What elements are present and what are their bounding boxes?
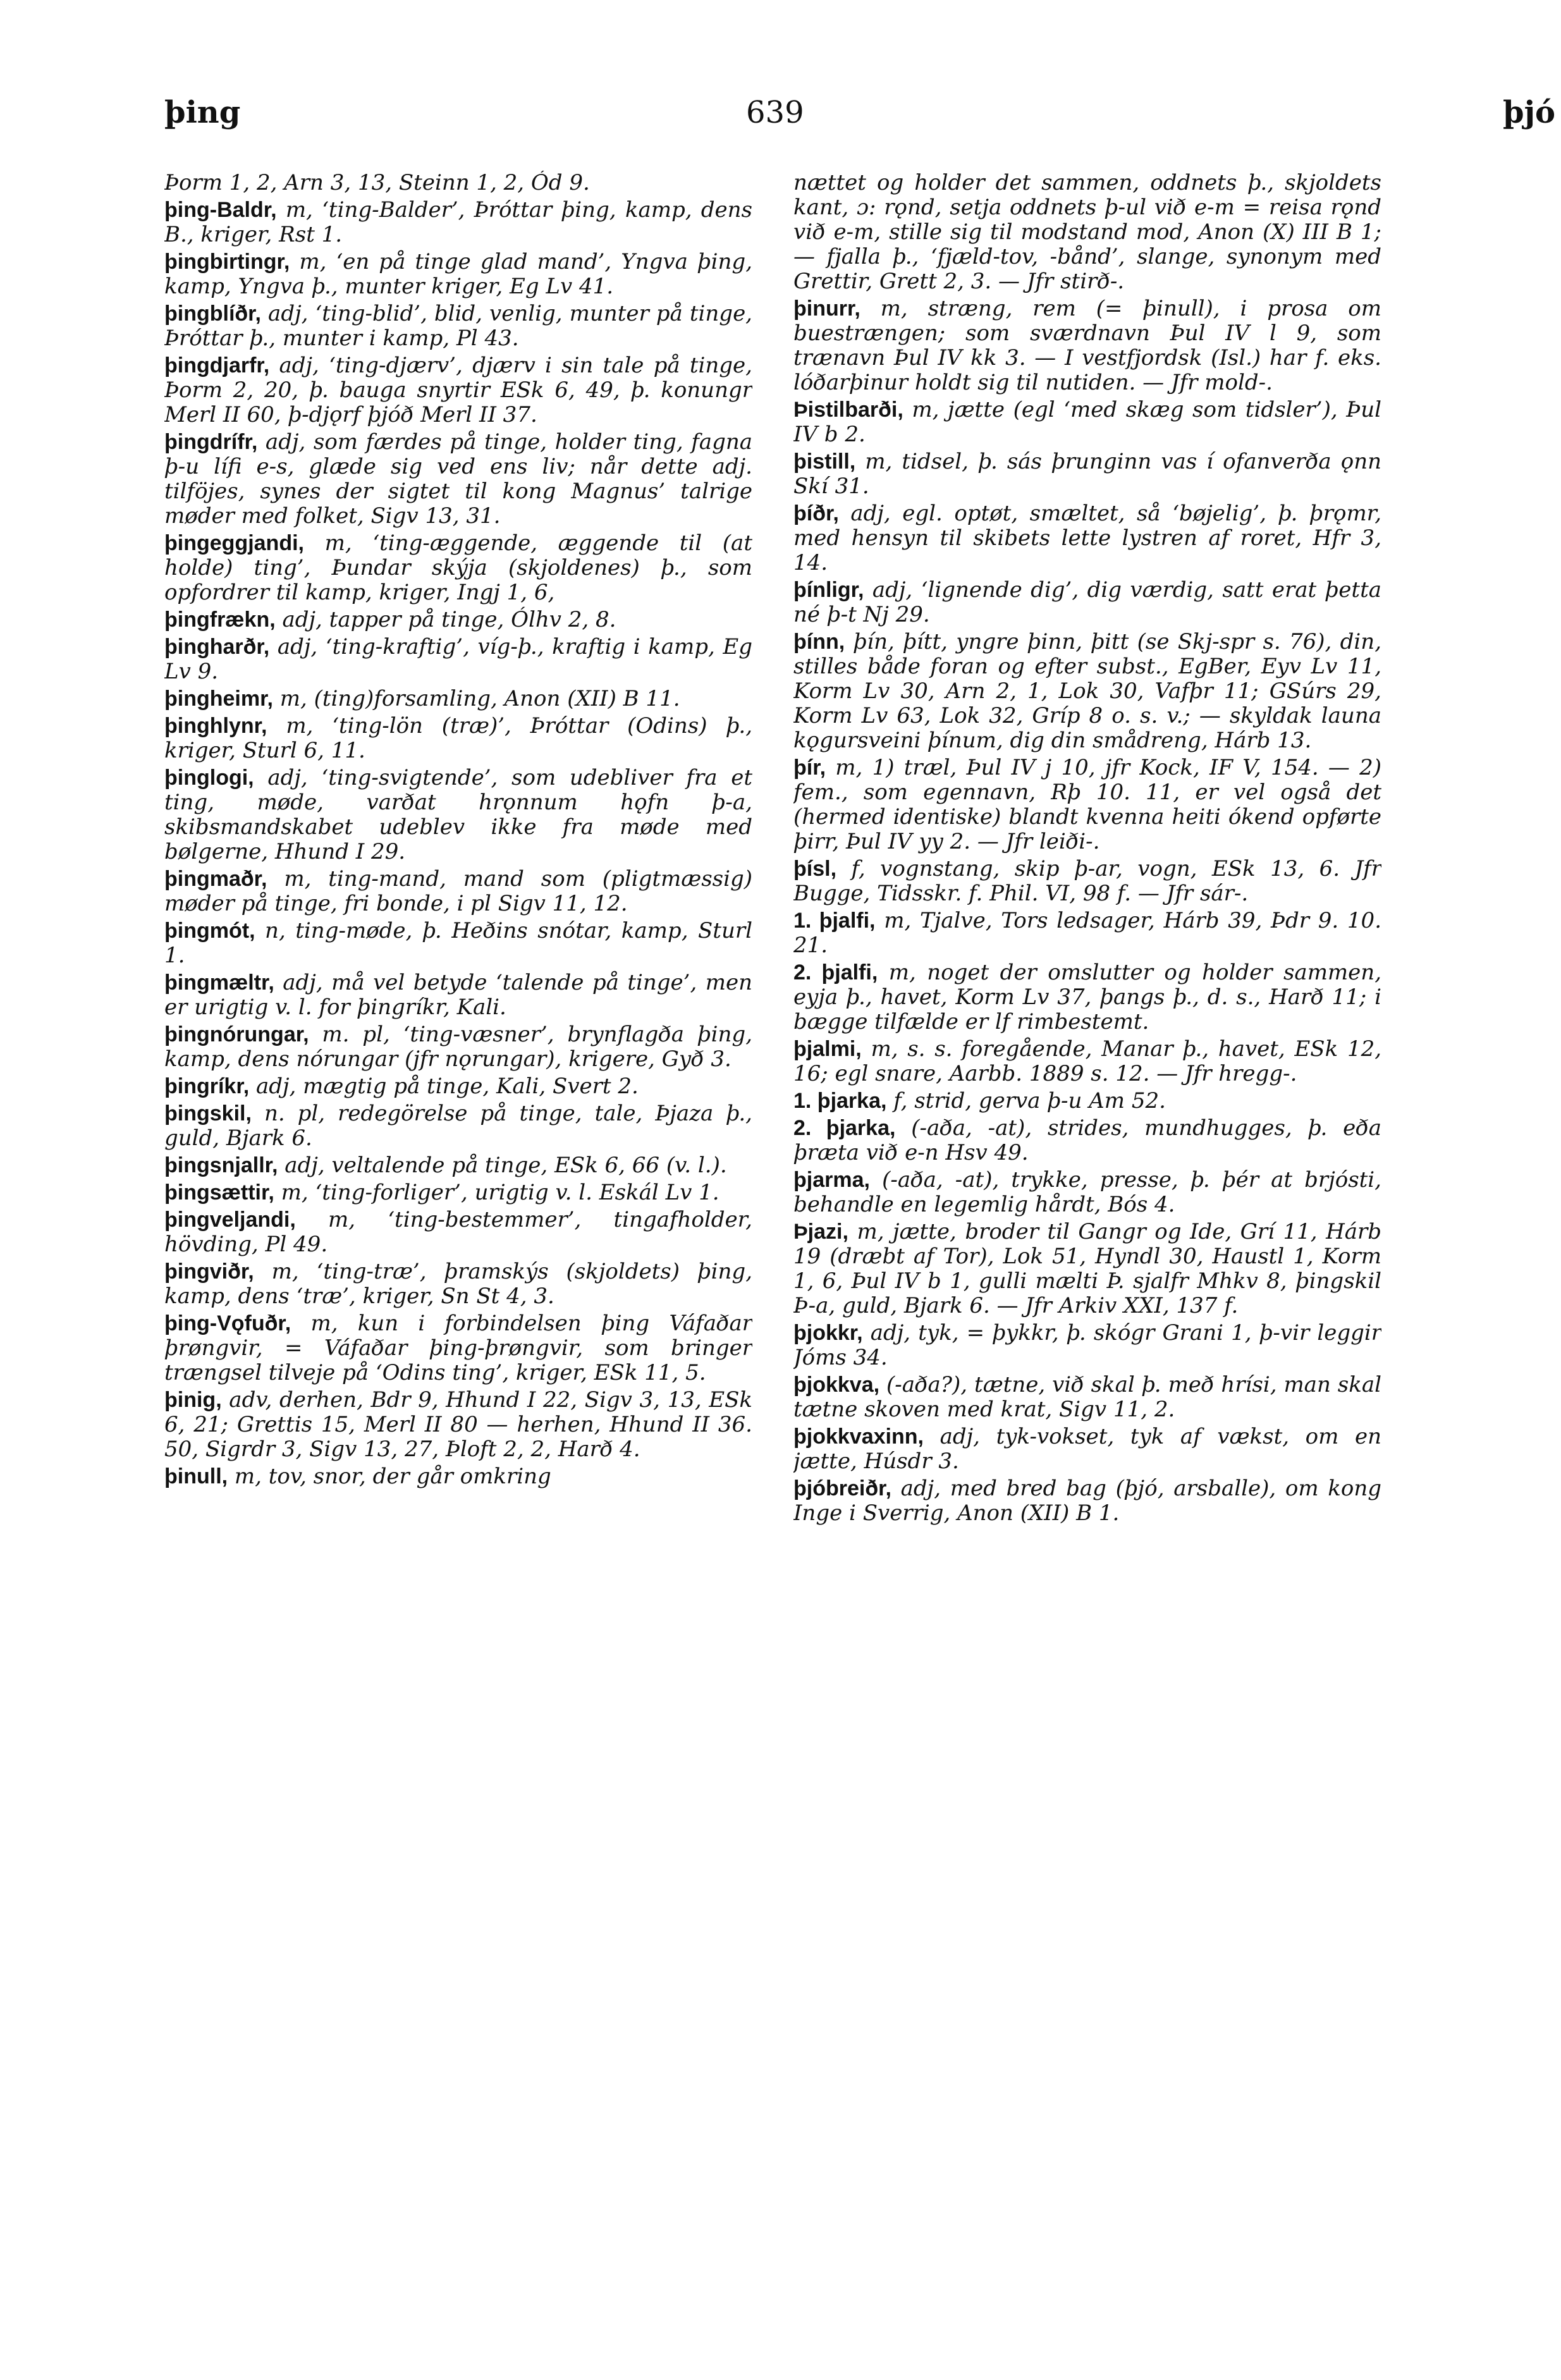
entry-definition: adj, må vel betyde ‘talende på tinge’, men er urigtig v. l. for þingríkr, Kali. (164, 970, 752, 1020)
dictionary-entry (164, 1074, 752, 1099)
entry-headword: þingdrífr, (164, 430, 258, 454)
dictionary-entry (164, 1260, 752, 1309)
entry-headword: þingdjarfr, (164, 353, 270, 377)
dictionary-entry (164, 919, 752, 968)
dictionary-entry (793, 1476, 1381, 1526)
entry-definition: adj, tyk-vokset, tyk af vækst, om en jætte, Húsdr 3. (793, 1424, 1381, 1474)
entry-definition: m, ting-mand, mand som (pligtmæssig) møder på tinge, fri bonde, i pl Sigv 11, 12. (164, 866, 752, 916)
dictionary-entry (164, 687, 752, 711)
header-right-guideword: þjó (1503, 95, 1555, 130)
entry-headword: þingfrækn, (164, 608, 276, 632)
entry-definition: m, tov, snor, der går omkring (234, 1464, 551, 1489)
dictionary-entry (164, 531, 752, 605)
entry-headword: þingnórungar, (164, 1022, 309, 1046)
entry-headword: þingmæltr, (164, 971, 274, 995)
page-header (164, 95, 1555, 145)
entry-definition: f, vognstang, skip þ-ar, vogn, ESk 13, 6. Jfr Bugge, Tidsskr. f. Phil. VI, 98 f. — Jfr sár-. (793, 856, 1381, 906)
entry-headword: 1. þjarka, (793, 1089, 887, 1113)
dictionary-entry (164, 608, 752, 632)
entry-definition: adv, derhen, Bdr 9, Hhund I 22, Sigv 3, 13, ESk 6, 21; Grettis 15, Merl II 80 — herhen, Hhund II 36. 50, Sigrdr 3, Sigv 13, 27, Þloft 2, 2, Harð 4. (164, 1387, 752, 1462)
dictionary-entry (793, 1037, 1381, 1086)
entry-headword: þinghlynr, (164, 714, 267, 738)
entry-definition: m, kun i forbindelsen þing Váfaðar þrøngvir, = Váfaðar þing-þrøngvir, som bringer trængsel tilveje på ‘Odins ting’, kriger, ESk 11, 5. (164, 1311, 752, 1385)
entry-headword: þingblíðr, (164, 302, 261, 326)
dictionary-entry (793, 756, 1381, 854)
dictionary-entry (164, 1153, 752, 1178)
entry-definition: adj, ‘ting-blid’, blid, venlig, munter på tinge, Þróttar þ., munter i kamp, Pl 43. (164, 301, 752, 351)
entry-headword: þing-Baldr, (164, 198, 277, 222)
entry-definition: adj, ‘ting-svigtende’, som udebliver fra et ting, møde, varðat hrǫnnum hǫfn þ-a, skibsmandskabet udeblev ikke fra møde med bølgerne, Hhund I 29. (164, 765, 752, 864)
entry-headword: 1. þjalfi, (793, 909, 876, 933)
dictionary-entry (164, 766, 752, 864)
entry-headword: 2. þjarka, (793, 1116, 896, 1140)
entry-headword: þingmaðr, (164, 867, 267, 891)
entry-headword: þingskil, (164, 1101, 252, 1126)
entry-headword: þingmót, (164, 919, 255, 943)
entry-definition: m, jætte (egl ‘med skæg som tidsler’), Þul IV b 2. (793, 397, 1381, 447)
dictionary-entry (793, 578, 1381, 627)
dictionary-entry (164, 714, 752, 763)
dictionary-entry (164, 635, 752, 684)
dictionary-entry (793, 297, 1381, 395)
entry-headword: þingsættir, (164, 1181, 274, 1205)
dictionary-entry (164, 1101, 752, 1151)
dictionary-entry (164, 1181, 752, 1205)
entry-headword: þír, (793, 756, 826, 780)
dictionary-entry (164, 867, 752, 916)
dictionary-entry (793, 1220, 1381, 1318)
entry-definition: adj, som færdes på tinge, holder ting, fagna þ-u lífi e-s, glæde sig ved ens liv; når dette adj. tilföjes, synes der sigtet til kong Magnus’ talrige møder med folket, Sigv 13, 31. (164, 429, 752, 529)
dictionary-entry (793, 960, 1381, 1034)
dictionary-entry (793, 1373, 1381, 1422)
dictionary-entry (164, 353, 752, 427)
dictionary-entry (164, 1388, 752, 1462)
dictionary-entry (793, 857, 1381, 906)
entry-definition: m, ‘ting-træ’, þramskýs (skjoldets) þing, kamp, dens ‘træ’, kriger, Sn St 4, 3. (164, 1259, 752, 1309)
entry-definition: adj, tyk, = þykkr, þ. skógr Grani 1, þ-vir leggir Jóms 34. (793, 1320, 1381, 1370)
page-number: 639 (746, 95, 804, 130)
dictionary-entry (164, 1022, 752, 1072)
entry-definition: adj, tapper på tinge, Ólhv 2, 8. (282, 607, 616, 632)
entry-definition: m, ‘en på tinge glad mand’, Yngva þing, kamp, Yngva þ., munter kriger, Eg Lv 41. (164, 249, 752, 299)
dictionary-entry (793, 1089, 1381, 1113)
entry-headword: þíðr, (793, 501, 839, 525)
dictionary-entry (793, 450, 1381, 499)
entry-headword: þistill, (793, 450, 856, 474)
entry-headword: 2. þjalfi, (793, 960, 878, 985)
entry-definition: adj, ‘ting-kraftig’, víg-þ., kraftig i kamp, Eg Lv 9. (164, 634, 752, 684)
entry-definition: adj, veltalende på tinge, ESk 6, 66 (v. l.). (285, 1153, 727, 1178)
entry-definition: m, ‘ting-forliger’, urigtig v. l. Eskál Lv 1. (281, 1180, 719, 1205)
entry-headword: þingharðr, (164, 635, 270, 659)
entry-definition: nættet og holder det sammen, oddnets þ., skjoldets kant, ɔ: rǫnd, setja oddnets þ-ul við e-m = reisa rǫnd við e-m, stille sig til modstand mod, Anon (X) III B 1; — fjalla þ., ‘fjæld-tov, -bånd’, slange, synonym med Grettir, Grett 2, 3. — Jfr stirð-. (793, 171, 1381, 294)
dictionary-entry (164, 302, 752, 351)
entry-headword: þinglogi, (164, 766, 254, 790)
dictionary-entry (793, 171, 1381, 294)
entry-definition: m, ‘ting-æggende, æggende til (at holde) ting’, Þundar skýja (skjoldenes) þ., som opfordrer til kamp, kriger, Ingj 1, 6, (164, 531, 752, 605)
entry-headword: þjokkvaxinn, (793, 1425, 924, 1449)
entry-definition: Þorm 1, 2, Arn 3, 13, Steinn 1, 2, Ód 9. (164, 171, 590, 195)
entry-definition: adj, ‘lignende dig’, dig værdig, satt erat þetta né þ-t Nj 29. (793, 577, 1381, 627)
entry-headword: þjokkr, (793, 1321, 863, 1345)
entry-headword: þinull, (164, 1464, 228, 1488)
entry-definition: m, noget der omslutter og holder sammen, eyja þ., havet, Korm Lv 37, þangs þ., d. s., Harð 11; i bægge tilfælde er lf rimbestemt. (793, 960, 1381, 1034)
right-column (793, 171, 1381, 2333)
entry-definition: n, ting-møde, þ. Heðins snótar, kamp, Sturl 1. (164, 918, 752, 968)
entry-headword: þingeggjandi, (164, 531, 304, 555)
entry-definition: adj, egl. optøt, smæltet, så ‘bøjelig’, þ. þrǫmr, med hensyn til skibets lette lystren af roret, Hfr 3, 14. (793, 501, 1381, 575)
entry-definition: m, jætte, broder til Gangr og Ide, Grí 11, Hárb 19 (dræbt af Tor), Lok 51, Hyndl 30, Haustl 1, Korm 1, 6, Þul IV b 1, gulli mælti Þ. sjalfr Mhkv 8, þingskil Þ-a, guld, Bjark 6. — Jfr Arkiv XXI, 137 f. (793, 1219, 1381, 1318)
entry-definition: m, tidsel, þ. sás þrunginn vas í ofanverða ǫnn Skí 31. (793, 449, 1381, 499)
entry-headword: þjóbreiðr, (793, 1476, 891, 1500)
entry-headword: þingviðr, (164, 1260, 254, 1284)
entry-headword: þingsnjallr, (164, 1153, 278, 1177)
header-left-guideword: þing (164, 95, 241, 130)
entry-definition: m. pl, ‘ting-væsner’, brynflagða þing, kamp, dens nórungar (jfr nǫrungar), krigere, Gyð 3. (164, 1022, 752, 1072)
left-column (164, 171, 752, 2333)
entry-definition: n. pl, redegörelse på tinge, tale, Þjaza þ., guld, Bjark 6. (164, 1101, 752, 1151)
dictionary-entry (164, 1464, 752, 1489)
entry-definition: (-aða, -at), strides, mundhugges, þ. eða þræta við e-n Hsv 49. (793, 1115, 1381, 1165)
entry-headword: þing-Vǫfuðr, (164, 1311, 291, 1335)
dictionary-entry (793, 501, 1381, 575)
dictionary-entry (793, 909, 1381, 958)
entry-headword: þínn, (793, 630, 845, 654)
entry-definition: þín, þítt, yngre þinn, þitt (se Skj-spr s. 76), din, stilles både foran og efter subst., EgBer, Eyv Lv 11, Korm Lv 30, Arn 2, 1, Lok 30, Vafþr 11; GSúrs 29, Korm Lv 63, Lok 32, Gríp 8 o. s. v.; — skyldak launa kǫgursveini þínum, dig din smådreng, Hárb 13. (793, 629, 1381, 753)
dictionary-entry (793, 1425, 1381, 1474)
entry-definition: m, s. s. foregående, Manar þ., havet, ESk 12, 16; egl snare, Aarbb. 1889 s. 12. — Jfr hregg-. (793, 1036, 1381, 1086)
dictionary-entry (793, 630, 1381, 753)
entry-definition: m, ‘ting-lön (træ)’, Þróttar (Odins) þ., kriger, Sturl 6, 11. (164, 713, 752, 763)
entry-headword: þingheimr, (164, 687, 273, 711)
entry-definition: m, ‘ting-bestemmer’, tingafholder, hövding, Pl 49. (164, 1207, 752, 1257)
entry-definition: m, stræng, rem (= þinull), i prosa om buestrængen; som sværdnavn Þul IV l 9, som trænavn Þul IV kk 3. — I vestfjordsk (Isl.) har f. eks. lóðarþinur holdt sig til nutiden. — Jfr mold-. (793, 296, 1381, 395)
dictionary-entry (793, 1168, 1381, 1217)
entry-headword: þinig, (164, 1388, 222, 1412)
dictionary-entry (164, 171, 752, 195)
entry-headword: þingríkr, (164, 1074, 250, 1098)
dictionary-entry (164, 198, 752, 247)
dictionary-entry (793, 398, 1381, 447)
dictionary-entry (164, 250, 752, 299)
entry-headword: þingbirtingr, (164, 250, 290, 274)
dictionary-entry (793, 1321, 1381, 1370)
entry-definition: m, Tjalve, Tors ledsager, Hárb 39, Þdr 9. 10. 21. (793, 908, 1381, 958)
dictionary-entry (164, 971, 752, 1020)
entry-headword: þísl, (793, 857, 837, 881)
entry-definition: (-aða?), tætne, við skal þ. með hrísi, man skal tætne skoven med krat, Sigv 11, 2. (793, 1372, 1381, 1422)
entry-headword: þínligr, (793, 578, 864, 602)
entry-headword: Þjazi, (793, 1220, 848, 1244)
dictionary-entry (164, 1311, 752, 1385)
entry-definition: adj, med bred bag (þjó, arsballe), om kong Inge i Sverrig, Anon (XII) B 1. (793, 1476, 1381, 1526)
entry-headword: þinurr, (793, 297, 860, 321)
entry-definition: f, strid, gerva þ-u Am 52. (893, 1088, 1166, 1113)
entry-definition: m, 1) træl, Þul IV j 10, jfr Kock, IF V, 154. — 2) fem., som egennavn, Rþ 10. 11, er vel også det (hermed identiske) blandt kvenna heiti ókend opførte þirr, Þul IV yy 2. — Jfr leiði-. (793, 755, 1381, 854)
dictionary-entry (793, 1116, 1381, 1165)
dictionary-entry (164, 430, 752, 529)
entry-headword: þjalmi, (793, 1037, 862, 1061)
dictionary-entry (164, 1208, 752, 1257)
entry-definition: adj, mægtig på tinge, Kali, Svert 2. (255, 1074, 639, 1099)
entry-headword: Þistilbarði, (793, 398, 903, 422)
entry-headword: þingveljandi, (164, 1208, 296, 1232)
entry-definition: (-aða, -at), trykke, presse, þ. þér at brjósti, behandle en legemlig hårdt, Bós 4. (793, 1167, 1381, 1217)
entry-definition: m, ‘ting-Balder’, Þróttar þing, kamp, dens B., kriger, Rst 1. (164, 197, 752, 247)
entry-headword: þjokkva, (793, 1373, 880, 1397)
entry-definition: adj, ‘ting-djærv’, djærv i sin tale på tinge, Þorm 2, 20, þ. bauga snyrtir ESk 6, 49, þ. konungr Merl II 60, þ-djǫrf þjóð Merl II 37. (164, 353, 752, 427)
entry-headword: þjarma, (793, 1168, 870, 1192)
entry-definition: m, (ting)forsamling, Anon (XII) B 11. (279, 686, 680, 711)
